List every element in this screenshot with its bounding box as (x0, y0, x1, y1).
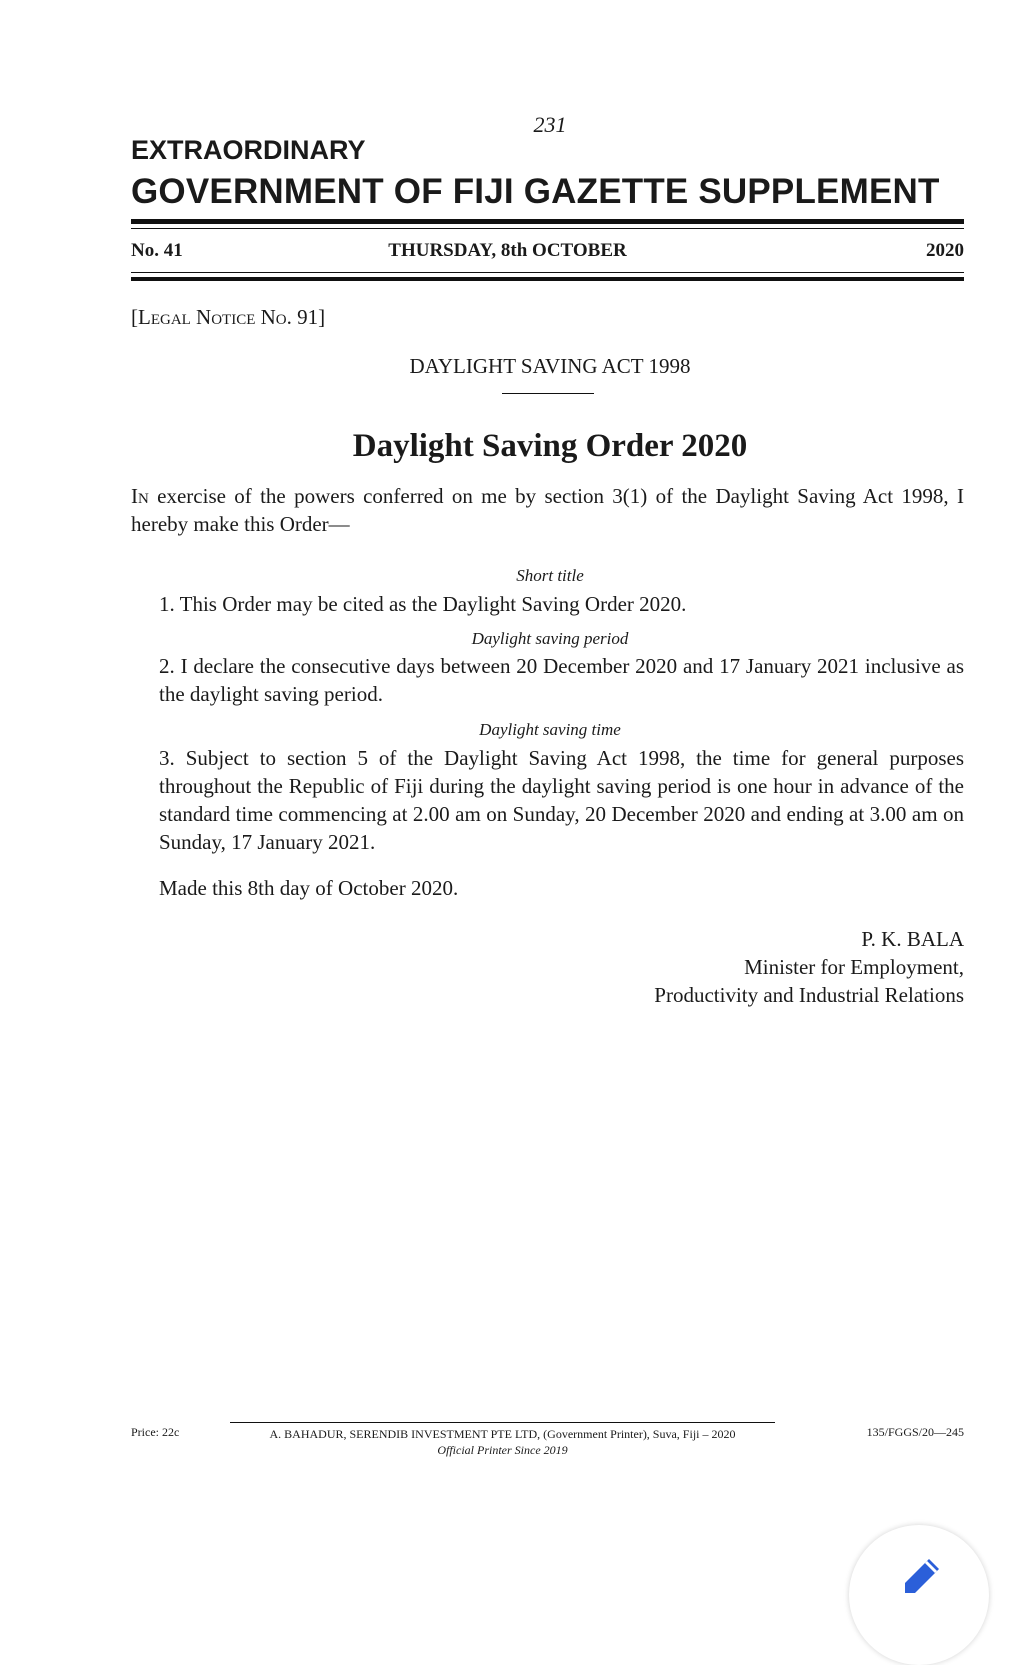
footer-code: 135/FGGS/20—245 (866, 1425, 964, 1439)
section-2 (131, 652, 964, 708)
masthead-rule-thin (131, 228, 964, 229)
signatory-title-line2: Productivity and Industrial Relations (654, 983, 964, 1007)
issue-rule-thick (131, 277, 964, 281)
act-name: DAYLIGHT SAVING ACT 1998 (409, 354, 691, 378)
section-1 (131, 590, 964, 618)
section-3 (131, 744, 964, 856)
pencil-icon (899, 1555, 943, 1599)
section-heading: Short title (516, 566, 584, 585)
issue-year: 2020 (926, 240, 964, 261)
legal-notice-label: [Legal Notice No. 91] (131, 305, 326, 329)
extraordinary-label: EXTRAORDINARY (131, 135, 366, 165)
preamble (131, 482, 964, 538)
issue-number: No. 41 (131, 240, 183, 261)
issue-rule-thin (131, 272, 964, 273)
section-heading: Daylight saving time (479, 720, 621, 739)
preamble-text: exercise of the powers conferred on me by section 3(1) of the Daylight Saving Act 1998, I hereby make this Order— (131, 484, 964, 536)
edit-fab-button[interactable] (849, 1525, 989, 1665)
signatory-title-line1: Minister for Employment, (744, 955, 964, 979)
signatory-name: P. K. BALA (861, 927, 964, 951)
act-divider (502, 393, 594, 394)
section-1-text: 1. This Order may be cited as the Daylight Saving Order 2020. (159, 592, 687, 616)
issue-date: THURSDAY, 8th OCTOBER (388, 240, 627, 261)
footer-printer-since: Official Printer Since 2019 (437, 1443, 568, 1457)
page-number: 231 (533, 112, 567, 137)
footer-printer-block (230, 1422, 775, 1458)
gazette-masthead: GOVERNMENT OF FIJI GAZETTE SUPPLEMENT (131, 172, 940, 211)
issue-info-row (131, 240, 964, 262)
made-date (131, 874, 964, 902)
order-title: Daylight Saving Order 2020 (352, 428, 748, 464)
footer-printer: A. BAHADUR, SERENDIB INVESTMENT PTE LTD, (Government Printer), Suva, Fiji – 2020 (269, 1427, 736, 1441)
section-2-text: 2. I declare the consecutive days between 20 December 2020 and 17 January 2021 inclusive as the daylight saving period. (159, 654, 964, 706)
footer-price: Price: 22c (131, 1425, 180, 1439)
signature-block (654, 925, 964, 1009)
preamble-lead: In (131, 484, 149, 508)
masthead-rule-thick (131, 219, 964, 224)
section-3-text: 3. Subject to section 5 of the Daylight Saving Act 1998, the time for general purposes throughout the Republic of Fiji during the daylight saving period is one hour in advance of the standard time commencing at 2.00 am on Sunday, 20 December 2020 and ending at 3.00 am on Sunday, 17 January 2021. (159, 746, 964, 854)
made-date-text: Made this 8th day of October 2020. (159, 876, 459, 900)
section-heading: Daylight saving period (471, 629, 629, 648)
